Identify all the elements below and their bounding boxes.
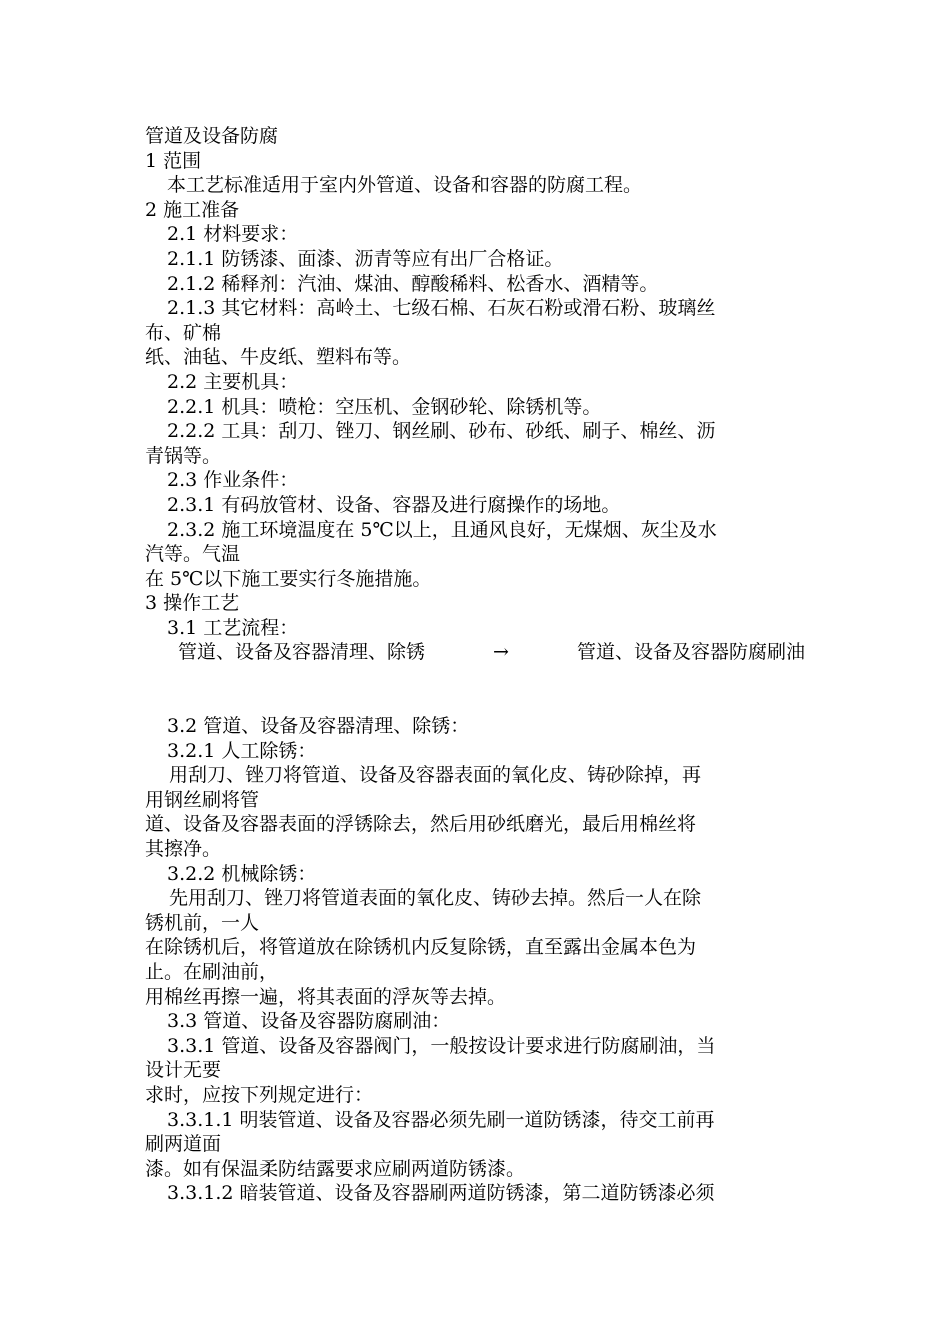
paragraph-line: 布、矿棉	[145, 321, 222, 344]
paragraph-line: 锈机前，一人	[145, 911, 260, 934]
paragraph-line: 2.2.2 工具：刮刀、锉刀、钢丝刷、砂布、砂纸、刷子、棉丝、沥	[167, 420, 716, 443]
paragraph-line: 2.3.1 有码放管材、设备、容器及进行腐操作的场地。	[167, 493, 621, 516]
paragraph-line: 2.2.1 机具：喷枪：空压机、金钢砂轮、除锈机等。	[167, 395, 602, 418]
paragraph-line: 用刮刀、锉刀将管道、设备及容器表面的氧化皮、铸砂除掉，再	[169, 764, 702, 787]
paragraph-line: 3.3.1 管道、设备及容器阀门，一般按设计要求进行防腐刷油，当	[167, 1034, 716, 1057]
paragraph-line: 在除锈机后，将管道放在除锈机内反复除锈，直至露出金属本色为	[145, 936, 697, 959]
paragraph-line: 漆。如有保温柔防结露要求应刷两道防锈漆。	[145, 1157, 526, 1180]
flow-step-painting: 管道、设备及容器防腐刷油	[576, 641, 805, 664]
subsection-heading: 3.1 工艺流程：	[167, 616, 299, 639]
subsection-heading: 2.1 材料要求：	[167, 223, 299, 246]
process-flow	[145, 640, 805, 665]
paragraph-line: 用钢丝刷将管	[145, 788, 260, 811]
document-body	[145, 124, 805, 1206]
section-heading: 3 操作工艺	[145, 592, 240, 615]
paragraph-line: 汽等。气温	[145, 543, 241, 566]
paragraph-line: 2.3.2 施工环境温度在 5℃以上，且通风良好，无煤烟、灰尘及水	[167, 518, 717, 541]
paragraph-line: 设计无要	[145, 1059, 222, 1082]
subsection-heading: 2.3 作业条件：	[167, 469, 299, 492]
section-heading: 1 范围	[145, 149, 202, 172]
paragraph-line: 3.3.1.1 明装管道、设备及容器必须先刷一道防锈漆，待交工前再	[167, 1108, 715, 1131]
arrow-right-icon: →	[493, 641, 509, 664]
section-heading: 2 施工准备	[145, 198, 240, 221]
spacer	[145, 665, 805, 714]
subsection-heading: 3.3 管道、设备及容器防腐刷油：	[167, 1010, 451, 1033]
paragraph-line: 2.1.3 其它材料：高岭土、七级石棉、石灰石粉或滑石粉、玻璃丝	[167, 297, 716, 320]
flow-step-cleaning: 管道、设备及容器清理、除锈	[178, 641, 426, 664]
paragraph-line: 本工艺标准适用于室内外管道、设备和容器的防腐工程。	[167, 174, 643, 197]
paragraph-line: 用棉丝再擦一遍，将其表面的浮灰等去掉。	[145, 985, 507, 1008]
paragraph-line: 先用刮刀、锉刀将管道表面的氧化皮、铸砂去掉。然后一人在除	[169, 887, 702, 910]
subsection-heading: 3.2.1 人工除锈：	[167, 739, 317, 762]
paragraph-line: 纸、油毡、牛皮纸、塑料布等。	[145, 346, 412, 369]
paragraph-line: 3.3.1.2 暗装管道、设备及容器刷两道防锈漆，第二道防锈漆必须	[167, 1182, 715, 1205]
subsection-heading: 2.2 主要机具：	[167, 370, 299, 393]
paragraph-line: 2.1.1 防锈漆、面漆、沥青等应有出厂合格证。	[167, 247, 564, 270]
document-title: 管道及设备防腐	[145, 125, 279, 147]
paragraph-line: 在 5℃以下施工要实行冬施措施。	[145, 567, 432, 590]
paragraph-line: 刷两道面	[145, 1133, 222, 1156]
subsection-heading: 3.2.2 机械除锈：	[167, 862, 317, 885]
paragraph-line: 求时，应按下列规定进行：	[145, 1083, 374, 1106]
paragraph-line: 青锅等。	[145, 444, 222, 467]
paragraph-line: 其擦净。	[145, 838, 222, 861]
paragraph-line: 2.1.2 稀释剂：汽油、煤油、醇酸稀料、松香水、酒精等。	[167, 272, 659, 295]
paragraph-line: 止。在刷油前，	[145, 961, 279, 983]
subsection-heading: 3.2 管道、设备及容器清理、除锈：	[167, 715, 470, 738]
paragraph-line: 道、设备及容器表面的浮锈除去，然后用砂纸磨光，最后用棉丝将	[145, 813, 697, 836]
